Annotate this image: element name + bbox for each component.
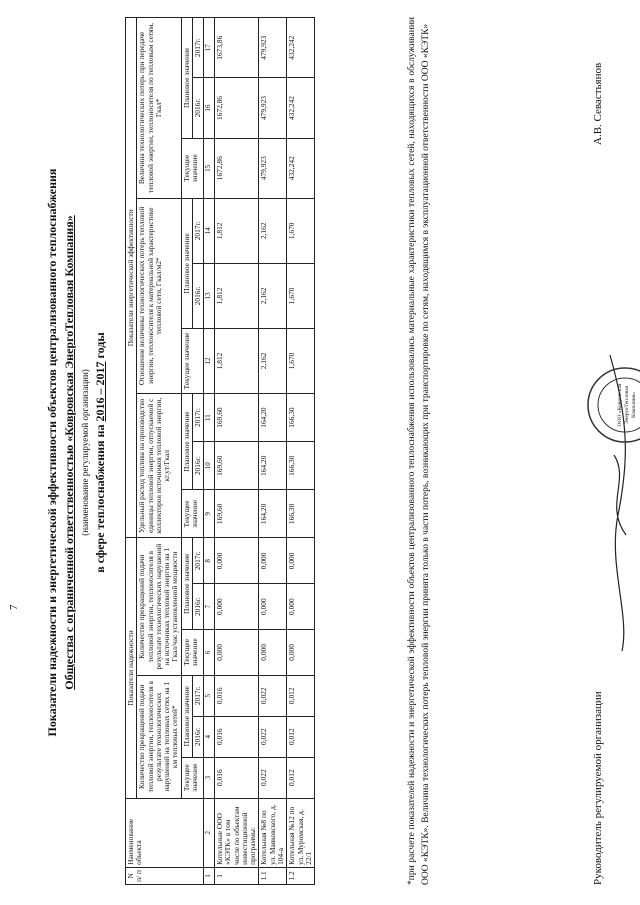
cell: 1,812: [215, 198, 259, 263]
column-index-row: [204, 18, 215, 885]
header-2016: 2016г.: [192, 78, 203, 138]
cell: 0,022: [259, 716, 287, 757]
header-object: Наименование объекта: [126, 798, 204, 867]
column-index: 7: [204, 584, 215, 630]
cell: 2,162: [259, 263, 287, 328]
header-planned: Плановое значение: [181, 393, 192, 489]
org-name: Общества с ограниченной ответственностью «Ковровская ЭнергоТепловая Компания»: [62, 215, 76, 690]
cell: 479,923: [259, 18, 287, 78]
cell: 1,812: [215, 328, 259, 393]
svg-text:ЭнергоТепловая: ЭнергоТепловая: [624, 385, 630, 425]
cell: 479,923: [259, 138, 287, 198]
row-object: Котельные ООО «КЭТК» в том числе по объектам инвестиционной программы:: [215, 798, 259, 867]
period-line: [93, 40, 108, 865]
cell: 1673,86: [215, 18, 259, 78]
header-current: Текущее значение: [181, 757, 204, 798]
footnote: *при расчете показателей надежности и энергетической эффективности объектов централизованного теплоснабжения использовались материальные характеристики тепловых сетей, находящихся в обслуживании ООО «КЭТК». Величина технологических потерь тепловой энергии принята только в части потерь, возникающих при транспортировке по сетям, находящимся в эксплуатационной ответственности ООО «КЭТК»: [407, 17, 432, 885]
header-2016: 2016г.: [192, 584, 203, 630]
cell: 1672,86: [215, 78, 259, 138]
row-object: Котельная №12 по ул. Муромская, д. 22/1: [287, 798, 315, 867]
cell: 0,012: [287, 716, 315, 757]
header-num: N п/ п: [126, 867, 204, 884]
cell: 166,30: [287, 393, 315, 441]
cell: 164,20: [259, 393, 287, 441]
indicators-table: [125, 17, 315, 885]
header-reliability: Показатели надежности: [126, 538, 137, 798]
cell: 0,000: [287, 584, 315, 630]
signer-name: А.В. Севастьянов: [592, 62, 604, 145]
header-current: Текущее значение: [181, 630, 204, 676]
column-index: 14: [204, 198, 215, 263]
header-2016: 2016г.: [192, 263, 203, 328]
cell: 432,242: [287, 18, 315, 78]
cell: 0,000: [287, 630, 315, 676]
period-years: 2016 – 2017: [93, 361, 107, 422]
header-col-fuel-rate: Удельный расход топлива на производство единицы тепловой энергии, отпускаемой с коллекторов источников тепловой энергии, кг.ут/Гкал: [137, 393, 181, 538]
page-number: 7: [8, 604, 20, 610]
row-object: Котельная №8 по ул. Маяковского, д. 104-а: [259, 798, 287, 867]
cell: 432,242: [287, 138, 315, 198]
column-index: 4: [204, 716, 215, 757]
header-col-interruptions-sources: Количество прекращений подачи тепловой энергии, теплоносителя в результате технологических нарушений на источниках тепловой энергии на 1 Гкал/час установленной мощности: [137, 538, 181, 675]
table-row: [215, 18, 259, 885]
cell: 0,016: [215, 716, 259, 757]
cell: 1,812: [215, 263, 259, 328]
cell: 169,60: [215, 490, 259, 538]
cell: 0,022: [259, 675, 287, 716]
column-index: 15: [204, 138, 215, 198]
cell: 0,022: [259, 757, 287, 798]
header-2017: 2017г.: [192, 393, 203, 441]
column-index: 8: [204, 538, 215, 584]
cell: 1,670: [287, 328, 315, 393]
cell: 0,000: [259, 584, 287, 630]
cell: 164,20: [259, 490, 287, 538]
header-row-3: [181, 18, 192, 885]
row-num: 1: [215, 867, 259, 884]
cell: 164,20: [259, 442, 287, 490]
header-row-2: [137, 18, 181, 885]
cell: 0,000: [215, 538, 259, 584]
cell: 166,30: [287, 490, 315, 538]
cell: 1672,86: [215, 138, 259, 198]
header-col-interruptions-networks: Количество прекращений подачи тепловой энергии, теплоносителя в результате технологических нарушений на тепловых сетях на 1 км тепловых сетей*: [137, 675, 181, 798]
column-index: 2: [204, 798, 215, 867]
column-index: 16: [204, 78, 215, 138]
header-planned: Плановое значение: [181, 18, 192, 139]
svg-text:Компания»: Компания»: [631, 391, 637, 419]
header-efficiency: Показатели энергетической эффективности: [126, 18, 137, 538]
cell: 1,670: [287, 198, 315, 263]
cell: 0,012: [287, 757, 315, 798]
column-index: 5: [204, 675, 215, 716]
header-planned: Плановое значение: [181, 675, 192, 757]
signature-label: Руководитель регулируемой организации: [592, 691, 604, 885]
cell: 0,000: [215, 584, 259, 630]
doc-title: Показатели надежности и энергетической эффективности объектов централизованного теплоснабжения: [45, 168, 59, 737]
org-caption: (наименование регулируемой организации): [80, 369, 90, 536]
column-index: 1: [204, 867, 215, 884]
cell: 2,162: [259, 198, 287, 263]
cell: 0,016: [215, 675, 259, 716]
column-index: 6: [204, 630, 215, 676]
header-row-1: [126, 18, 137, 885]
cell: 2,162: [259, 328, 287, 393]
cell: 1,670: [287, 263, 315, 328]
header-col-loss-ratio: Отношение величины технологических потерь тепловой энергии, теплоносителя к материальной характеристике тепловой сети, Гкал/м2*: [137, 198, 181, 393]
period-prefix: в сфере теплоснабжения на: [93, 421, 107, 573]
header-planned: Плановое значение: [181, 538, 192, 630]
cell: 0,000: [259, 630, 287, 676]
header-current: Текущее значение: [181, 328, 204, 393]
column-index: 9: [204, 490, 215, 538]
header-2017: 2017г.: [192, 538, 203, 584]
period-suffix: годы: [93, 332, 107, 362]
row-num: 1.2: [287, 867, 315, 884]
cell: 0,000: [259, 538, 287, 584]
column-index: 10: [204, 442, 215, 490]
column-index: 13: [204, 263, 215, 328]
header-2016: 2016г.: [192, 442, 203, 490]
cell: 166,30: [287, 442, 315, 490]
column-index: 17: [204, 18, 215, 78]
table-row: [287, 18, 315, 885]
header-current: Текущее значение: [181, 138, 204, 198]
cell: 432,242: [287, 78, 315, 138]
header-2017: 2017г.: [192, 675, 203, 716]
header-current: Текущее значение: [181, 490, 204, 538]
cell: 169,60: [215, 442, 259, 490]
cell: 0,000: [287, 538, 315, 584]
header-2017: 2017г.: [192, 198, 203, 263]
header-col-losses: Величина технологических потерь при передаче тепловой энергии, теплоносителя по тепловым сетям, Гкал*: [137, 18, 181, 199]
column-index: 11: [204, 393, 215, 441]
header-2016: 2016г.: [192, 716, 203, 757]
header-2017: 2017г.: [192, 18, 203, 78]
column-index: 3: [204, 757, 215, 798]
table-row: [259, 18, 287, 885]
column-index: 12: [204, 328, 215, 393]
cell: 169,60: [215, 393, 259, 441]
row-num: 1.1: [259, 867, 287, 884]
cell: 0,016: [215, 757, 259, 798]
cell: 0,000: [215, 630, 259, 676]
cell: 0,012: [287, 675, 315, 716]
organization-stamp: [585, 365, 640, 445]
svg-text:ООО «Ковровская: ООО «Ковровская: [617, 383, 623, 427]
cell: 479,923: [259, 78, 287, 138]
header-planned: Плановое значение: [181, 198, 192, 328]
